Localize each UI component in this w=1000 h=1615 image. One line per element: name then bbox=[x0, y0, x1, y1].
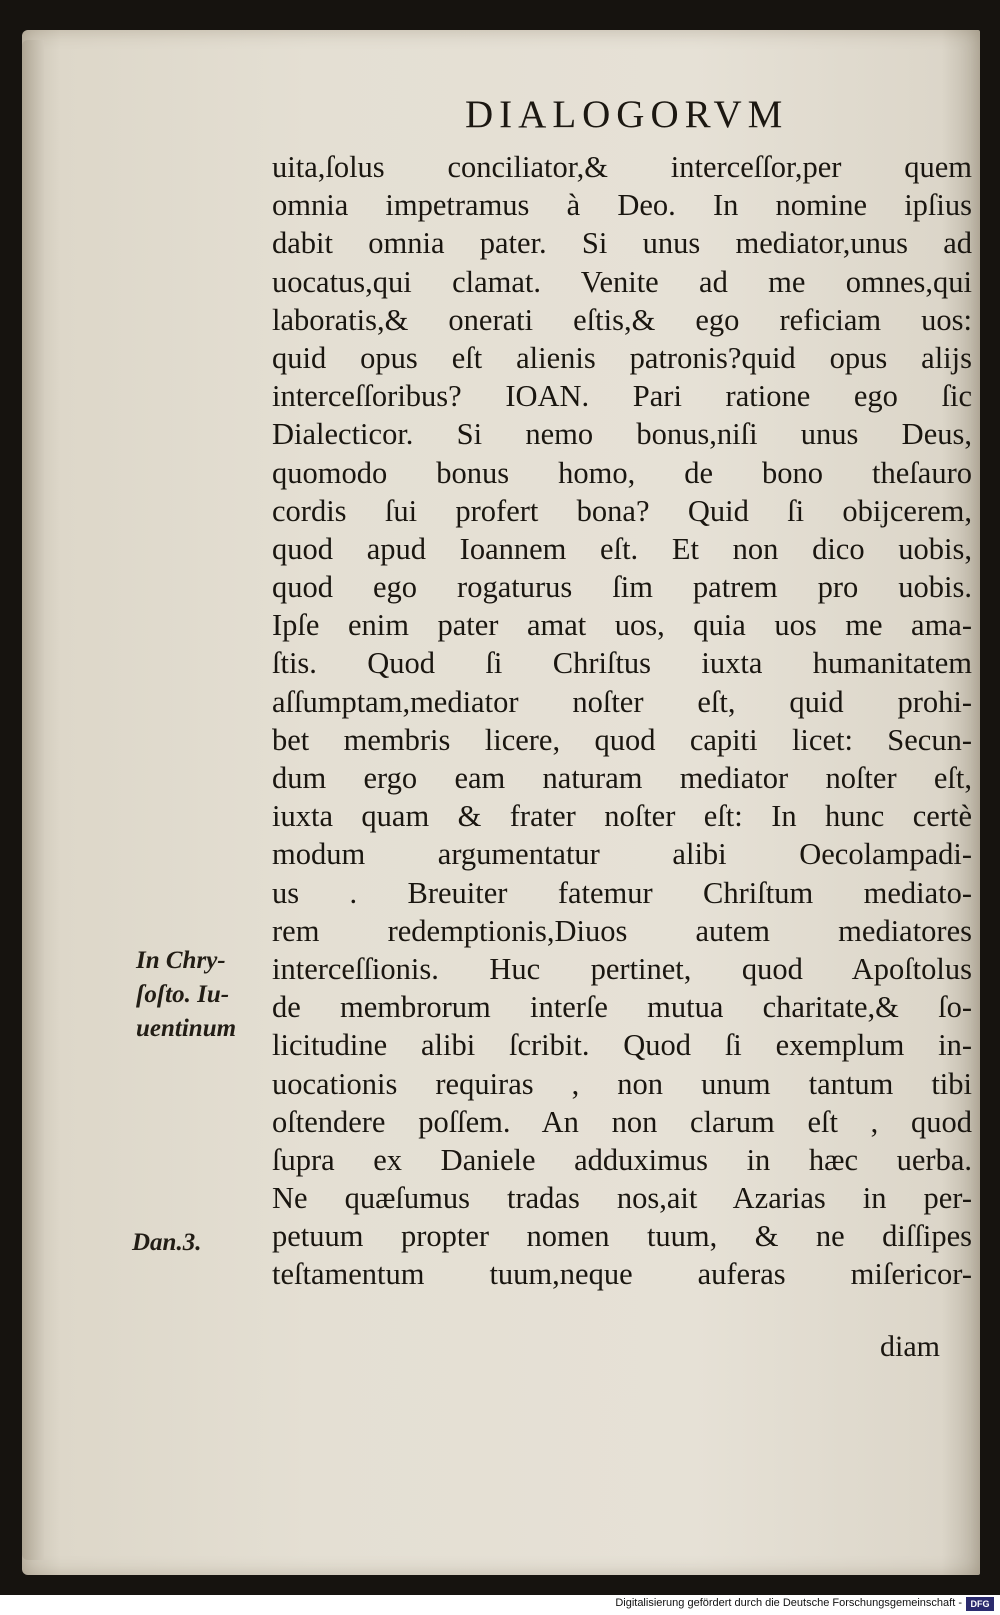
margin-note-line: In Chry- bbox=[136, 947, 226, 974]
margin-note-line: ſoſto. Iu- bbox=[136, 981, 230, 1008]
catchword: diam bbox=[880, 1330, 940, 1363]
text-line: uocationis requiras , non unum tantum tibi bbox=[272, 1066, 972, 1101]
text-line: quid opus eſt alienis patronis?quid opus alijs bbox=[272, 340, 972, 375]
text-line: aſſumptam,mediator noſter eſt, quid prohi- bbox=[272, 684, 972, 719]
page-gutter bbox=[22, 40, 44, 1560]
text-line: dum ergo eam naturam mediator noſter eſt, bbox=[272, 761, 972, 795]
text-line: iuxta quam & frater noſter eſt: In hunc certè bbox=[272, 799, 972, 834]
text-line: laboratis,& onerati eſtis,& ego reficiam uos: bbox=[272, 302, 972, 337]
text-line: rem redemptionis,Diuos autem mediatores bbox=[272, 913, 972, 948]
text-line: de membrorum interſe mutua charitate,& ſo- bbox=[272, 990, 972, 1025]
margin-note-daniel bbox=[132, 1226, 201, 1260]
text-line: Ipſe enim pater amat uos, quia uos me ama- bbox=[272, 608, 972, 643]
text-line: quod ego rogaturus ſim patrem pro uobis. bbox=[272, 570, 972, 605]
running-head: DIALOGORVM bbox=[465, 93, 789, 136]
text-line: bet membris licere, quod capiti licet: Secun- bbox=[272, 722, 972, 757]
text-line: petuum propter nomen tuum, & ne diſſipes bbox=[272, 1219, 972, 1254]
text-line: ſtis. Quod ſi Chriſtus iuxta humanitatem bbox=[272, 646, 972, 681]
margin-note-line: uentinum bbox=[136, 1015, 237, 1042]
dfg-logo: DFG bbox=[966, 1597, 994, 1611]
margin-note-line: Dan.3. bbox=[132, 1229, 202, 1256]
text-line: teſtamentum tuum,neque auferas miſericor- bbox=[272, 1257, 972, 1292]
funding-credit: Digitalisierung gefördert durch die Deutsche Forschungsgemeinschaft - bbox=[615, 1597, 962, 1609]
text-line: uita,ſolus conciliator,& interceſſor,per quem bbox=[272, 150, 972, 184]
body-text bbox=[272, 148, 972, 1294]
text-line: interceſſoribus? IOAN. Pari ratione ego ſic bbox=[272, 379, 972, 414]
text-line: interceſſionis. Huc pertinet, quod Apoſtolus bbox=[272, 951, 972, 986]
text-line: us . Breuiter fatemur Chriſtum mediato- bbox=[272, 875, 972, 910]
text-line: quomodo bonus homo, de bono theſauro bbox=[272, 455, 972, 490]
text-line: modum argumentatur alibi Oecolampadi- bbox=[272, 837, 972, 872]
margin-note-chrysostom bbox=[136, 944, 236, 1046]
text-line: Ne quæſumus tradas nos,ait Azarias in per- bbox=[272, 1181, 972, 1216]
text-line: Dialecticor. Si nemo bonus,niſi unus Deus, bbox=[272, 417, 972, 452]
text-line: cordis ſui profert bona? Quid ſi obijcerem, bbox=[272, 493, 972, 528]
text-line: licitudine alibi ſcribit. Quod ſi exemplum in- bbox=[272, 1028, 972, 1063]
text-line: oſtendere poſſem. An non clarum eſt , quod bbox=[272, 1104, 972, 1139]
text-line: dabit omnia pater. Si unus mediator,unus ad bbox=[272, 226, 972, 261]
text-line: omnia impetramus à Deo. In nomine ipſius bbox=[272, 188, 972, 223]
text-line: ſupra ex Daniele adduximus in hæc uerba. bbox=[272, 1142, 972, 1177]
text-line: quod apud Ioannem eſt. Et non dico uobis, bbox=[272, 531, 972, 566]
text-line: uocatus,qui clamat. Venite ad me omnes,qui bbox=[272, 264, 972, 299]
